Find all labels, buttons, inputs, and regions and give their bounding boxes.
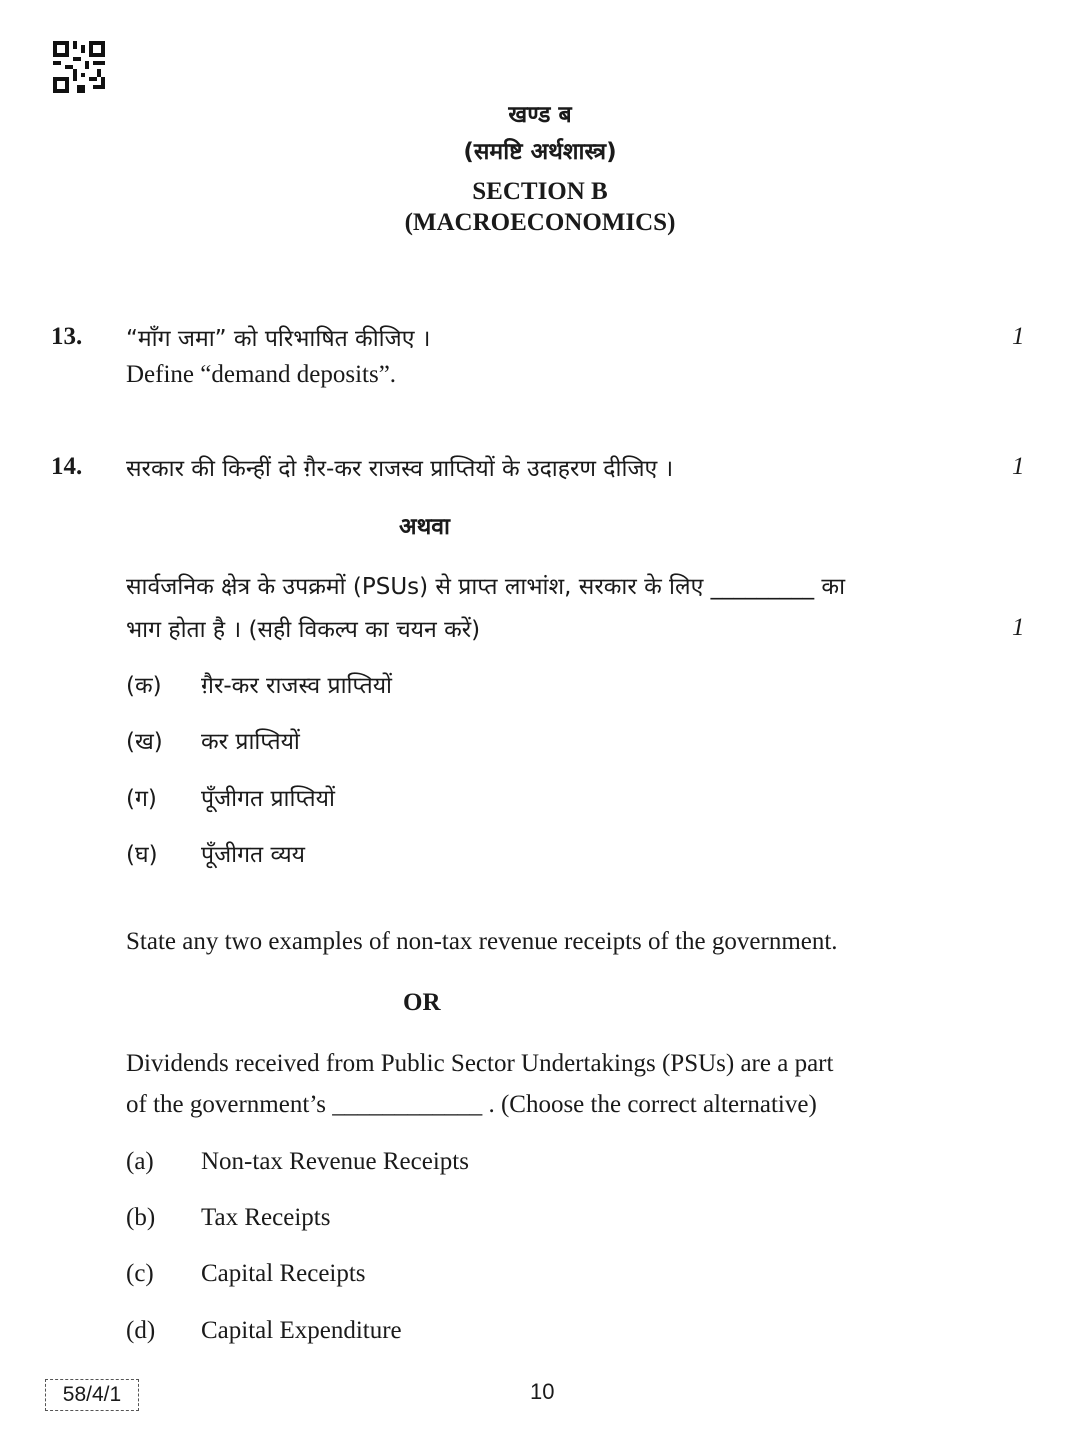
hindi-option-text: ग़ैर-कर राजस्व प्राप्तियों [201, 673, 393, 699]
english-option-label: (d) [126, 1317, 156, 1344]
hindi-option-label: (क) [126, 673, 162, 699]
english-option-label: (c) [126, 1260, 154, 1287]
q14-hindi-alt-marks: 1 [1012, 614, 1025, 641]
english-option-text: Capital Expenditure [201, 1317, 402, 1344]
english-option-text: Non-tax Revenue Receipts [201, 1148, 469, 1175]
hindi-option-text: पूँजीगत व्यय [201, 842, 306, 868]
hindi-option-label: (घ) [126, 842, 158, 868]
q14-english-text: State any two examples of non-tax revenue receipts of the government. [126, 928, 838, 955]
section-heading: SECTION B [472, 178, 608, 205]
q14-english-alt-line2: of the government’s ____________ . (Choose the correct alternative) [126, 1091, 817, 1118]
q14-hindi-text: सरकार की किन्हीं दो ग़ैर-कर राजस्व प्राप्तियों के उदाहरण दीजिए । [126, 456, 674, 482]
q14-english-alt-line1: Dividends received from Public Sector Undertakings (PSUs) are a part [126, 1050, 834, 1077]
q14-hindi-alt-line1: सार्वजनिक क्षेत्र के उपक्रमों (PSUs) से प्राप्त लाभांश, सरकार के लिए _________ का [126, 574, 846, 600]
english-option-text: Capital Receipts [201, 1260, 366, 1287]
english-or-divider: OR [403, 989, 441, 1016]
q13-hindi-text: “माँग जमा” को परिभाषित कीजिए । [126, 326, 431, 352]
q14-hindi-alt-line2: भाग होता है । (सही विकल्प का चयन करें) [126, 617, 481, 643]
q14-marks: 1 [1012, 453, 1025, 480]
paper-code-box: 58/4/1 [45, 1379, 139, 1411]
page-number: 10 [530, 1379, 555, 1404]
hindi-option-text: पूँजीगत प्राप्तियों [201, 786, 335, 812]
hindi-subject-heading: (समष्टि अर्थशास्त्र) [463, 139, 617, 165]
subject-heading: (MACROECONOMICS) [404, 209, 676, 236]
hindi-option-label: (ग) [126, 786, 157, 812]
hindi-section-heading: खण्ड ब [508, 102, 572, 128]
hindi-option-text: कर प्राप्तियों [201, 729, 300, 755]
hindi-option-label: (ख) [126, 729, 163, 755]
question-number-13: 13. [51, 323, 83, 350]
english-option-text: Tax Receipts [201, 1204, 331, 1231]
q13-english-text: Define “demand deposits”. [126, 361, 397, 388]
qr-code-icon [53, 41, 105, 93]
hindi-or-divider: अथवा [399, 514, 451, 540]
english-option-label: (a) [126, 1148, 154, 1175]
q13-marks: 1 [1012, 323, 1025, 350]
question-number-14: 14. [51, 453, 83, 480]
english-option-label: (b) [126, 1204, 156, 1231]
